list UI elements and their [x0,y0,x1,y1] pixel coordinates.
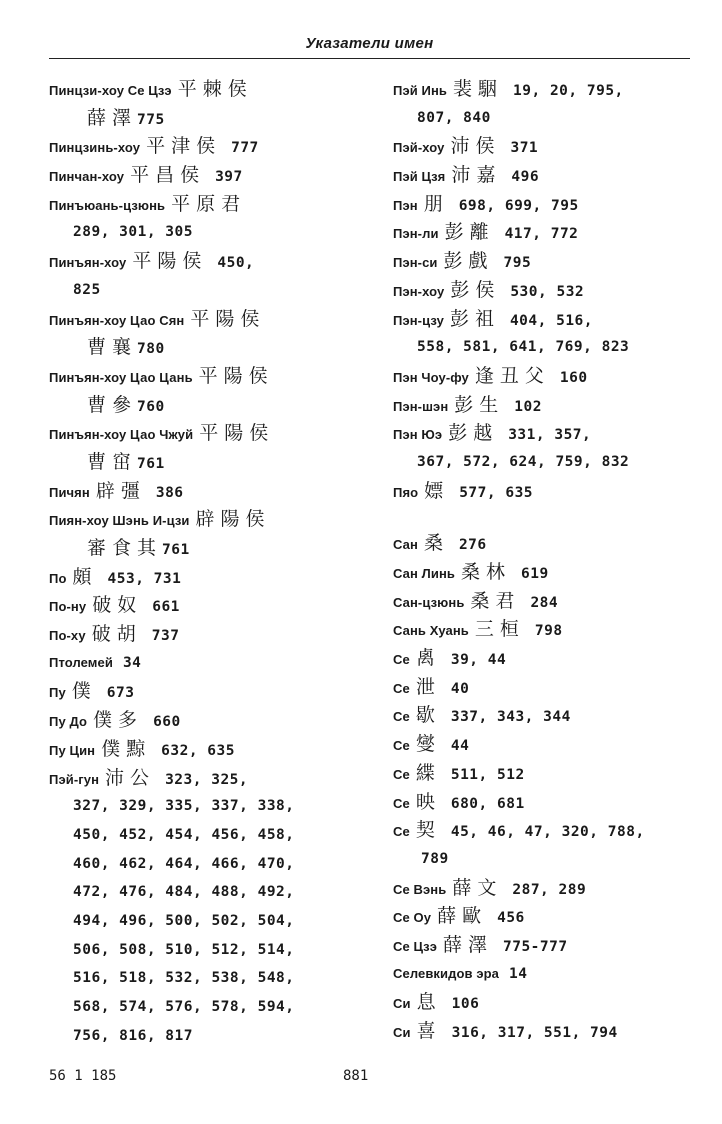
entry-name: Пэн-хоу [393,283,445,299]
entry-page-refs: 825 [73,281,101,298]
entry-name: Селевкидов эра [393,965,499,981]
entry-page-refs: 760 [137,398,165,415]
entry-line [393,391,703,420]
entry-continuation-line [49,448,339,477]
entry-hieroglyphs: 桑君 [470,589,521,612]
entry-page-refs: 386 [155,484,184,501]
entry-page-refs: 807, 840 [417,109,491,126]
section-gap [393,505,703,529]
entry-continuation-line [49,333,339,362]
index-entry [393,587,703,616]
entry-hieroglyphs: 破胡 [91,623,142,646]
entry-name: Пу Цин [49,742,96,758]
entry-page-refs: 284 [530,594,559,611]
entry-hieroglyphs: 薛歐 [437,905,488,928]
entry-hieroglyphs: 平原君 [171,192,247,215]
entry-line [393,1017,703,1046]
index-entry [393,276,703,305]
entry-line [49,305,339,334]
entry-continuation-line [49,218,339,247]
entry-name: Пэй-гун [49,771,100,787]
entry-hieroglyphs: 破奴 [92,594,143,617]
entry-page-refs: 327, 329, 335, 337, 338, [73,798,295,815]
entry-continuation-line [49,104,339,133]
entry-name: Пэн-си [393,255,438,271]
index-entry [393,247,703,276]
entry-hieroglyphs: 曹窋 [87,450,138,473]
index-entry [393,419,703,476]
entry-hieroglyphs: 薛澤 [87,106,138,129]
entry-hieroglyphs: 薛澤 [442,933,493,956]
index-entry [49,649,339,678]
entry-hieroglyphs: 平昌侯 [130,164,206,187]
entry-line [393,960,703,989]
entry-line [393,190,703,219]
entry-hieroglyphs: 映 [415,790,441,813]
entry-name: Се Оу [393,910,432,926]
entry-page-refs: 331, 357, [508,427,592,444]
entry-page-refs: 496 [511,169,540,186]
entry-page-refs: 417, 772 [504,226,579,243]
entry-name: Пэй Инь [393,83,448,98]
entry-hieroglyphs: 審食其 [87,537,163,559]
entry-page-refs: 14 [508,965,528,982]
index-entry [49,591,339,620]
index-entry [393,477,703,506]
entry-continuation-line [49,936,339,965]
entry-name: Пэн-ли [393,226,439,242]
index-entry [49,620,339,649]
entry-line [49,75,339,104]
entry-name: Се [393,738,410,754]
entry-name: Пинъян-хоу Цао Цань [49,369,193,385]
entry-hieroglyphs: 彭生 [454,393,505,416]
entry-page-refs: 450, 452, 454, 456, 458, [73,826,295,843]
entry-line [49,591,339,620]
index-entry [393,558,703,587]
entry-line [393,477,703,506]
entry-name: Пэн-цзу [393,312,444,328]
running-header [49,30,690,59]
entry-page-refs: 40 [450,680,470,697]
entry-page-refs: 404, 516, [509,312,594,329]
index-entry [49,419,339,476]
entry-line [393,644,703,673]
index-entry [393,218,703,247]
entry-name: Пичян [49,484,90,500]
entry-name: Пиян-хоу Шэнь И-цзи [49,513,190,529]
entry-name: Се [393,709,410,725]
entry-name: По [49,570,67,586]
entry-page-refs: 777 [231,140,259,157]
index-entry [393,730,703,759]
entry-line [393,362,703,391]
entry-page-refs: 316, 317, 551, 794 [451,1025,618,1041]
entry-page-refs: 106 [451,996,480,1013]
entry-line [49,649,339,678]
index-entry [393,132,703,161]
index-entry [393,644,703,673]
entry-hieroglyphs: 朋 [423,192,449,215]
entry-line [393,218,703,247]
entry-page-refs: 756, 816, 817 [73,1027,193,1044]
index-entry [393,931,703,960]
entry-page-refs: 453, 731 [107,570,182,587]
entry-page-refs: 775-777 [502,938,568,955]
entry-continuation-line [393,448,703,477]
entry-page-refs: 39, 44 [450,652,507,669]
entry-line [49,764,339,793]
entry-hieroglyphs: 頗 [72,565,98,588]
entry-continuation-line [49,276,339,305]
index-entry [49,477,339,506]
entry-line [49,505,339,534]
entry-continuation-line [49,534,339,563]
entry-hieroglyphs: 曹襄 [87,336,138,359]
entry-hieroglyphs: 辟彊 [95,479,146,502]
page-number: 881 [343,1068,369,1084]
entry-page-refs: 673 [106,685,135,702]
index-entry [49,764,339,1051]
index-entry [393,902,703,931]
entry-page-refs: 456 [497,910,525,927]
entry-page-refs: 795 [503,255,532,272]
entry-name: Пинъюань-цзюнь [49,197,166,213]
entry-line [393,874,703,903]
entry-line [49,677,339,706]
entry-name: По-ху [49,628,86,644]
index-entry [49,362,339,419]
entry-name: Пу [49,685,66,701]
header-title: Указатели имен [305,35,434,52]
entry-line [393,161,703,190]
entry-hieroglyphs: 彭離 [444,221,495,244]
entry-hieroglyphs: 沛嘉 [451,164,502,187]
entry-name: Сан Линь [393,566,455,581]
entry-page-refs: 798 [534,623,563,640]
entry-hieroglyphs: 緤 [415,761,441,784]
entry-hieroglyphs: 彭戲 [443,250,494,273]
entry-page-refs: 160 [559,369,588,386]
index-entry [49,305,339,362]
entry-line [49,190,339,219]
entry-line [393,558,703,587]
index-entry [393,1017,703,1046]
entry-page-refs: 737 [151,628,180,645]
entry-name: Се [393,680,410,696]
entry-hieroglyphs: 平陽侯 [199,422,275,445]
entry-hieroglyphs: 息 [416,991,442,1014]
entry-line [393,247,703,276]
entry-hieroglyphs: 平陽侯 [190,307,266,330]
entry-name: Се [393,824,410,840]
entry-continuation-line [393,333,703,362]
entry-page-refs: 568, 574, 576, 578, 594, [73,999,295,1015]
entry-page-refs: 511, 512 [450,766,525,783]
entry-page-refs: 761 [137,455,165,472]
entry-name: Пинъян-хоу [49,255,127,271]
entry-page-refs: 558, 581, 641, 769, 823 [417,339,630,356]
index-entry [393,362,703,391]
entry-continuation-line [49,850,339,879]
index-entry [393,960,703,989]
entry-continuation-line [393,845,703,874]
index-entry [393,75,703,132]
entry-name: Се [393,766,410,782]
entry-page-refs: 289, 301, 305 [73,224,193,241]
entry-name: Пинцзи-хоу Се Цзэ [49,83,172,98]
entry-line [49,620,339,649]
entry-name: Пэн-шэн [393,398,449,414]
entry-hieroglyphs: 平棘侯 [177,78,253,100]
index-entry [393,190,703,219]
entry-hieroglyphs: 薛文 [452,876,503,899]
index-entry [393,673,703,702]
entry-hieroglyphs: 桑 [423,532,449,555]
entry-hieroglyphs: 沛公 [105,766,156,789]
entry-line [393,759,703,788]
entry-name: Си [393,996,411,1012]
index-entry [393,161,703,190]
entry-name: Пэн Юэ [393,427,443,443]
entry-page-refs: 619 [521,566,549,582]
entry-line [49,362,339,391]
index-entry [49,677,339,706]
entry-hieroglyphs: 三桓 [474,618,525,641]
entry-name: Пэй Цзя [393,169,446,185]
entry-continuation-line [49,907,339,936]
entry-page-refs: 680, 681 [450,795,525,812]
entry-page-refs: 337, 343, 344 [450,709,571,726]
index-entry [49,563,339,592]
entry-page-refs: 789 [421,850,449,867]
entry-line [393,673,703,702]
entry-line [393,788,703,817]
entry-name: Пэн Чоу-фу [393,369,469,385]
entry-page-refs: 661 [152,599,180,616]
entry-hieroglyphs: 平津侯 [146,135,222,158]
entry-continuation-line [49,964,339,993]
index-entry [393,788,703,817]
index-entry [49,735,339,764]
entry-hieroglyphs: 燮 [415,733,441,756]
index-entry [393,305,703,362]
entry-line [393,615,703,644]
entry-page-refs: 780 [137,341,165,358]
entry-continuation-line [49,878,339,907]
entry-hieroglyphs: 禼 [415,647,441,670]
entry-hieroglyphs: 沛侯 [450,135,501,158]
entry-hieroglyphs: 桑林 [461,561,512,583]
index-entry [393,529,703,558]
entry-name: Се [393,652,410,668]
entry-line [49,563,339,592]
entry-page-refs: 19, 20, 795, [513,83,624,99]
entry-page-refs: 472, 476, 484, 488, 492, [73,884,295,901]
entry-continuation-line [49,821,339,850]
printer-signature: 56 1 185 [49,1068,117,1084]
entry-hieroglyphs: 契 [415,819,441,842]
index-entry [393,874,703,903]
entry-page-refs: 276 [458,537,487,554]
entry-hieroglyphs: 彭侯 [450,278,501,301]
entry-name: Сан [393,537,418,553]
entry-hieroglyphs: 嫖 [424,479,450,502]
entry-line [393,276,703,305]
entry-line [49,477,339,506]
index-entry [393,759,703,788]
entry-page-refs: 698, 699, 795 [458,197,579,214]
entry-hieroglyphs: 彭祖 [449,307,500,330]
entry-continuation-line [49,1022,339,1051]
entry-page-refs: 660 [153,714,181,731]
entry-continuation-line [49,391,339,420]
entry-hieroglyphs: 平陽侯 [198,364,274,387]
entry-name: Се Цзэ [393,938,437,954]
index-entry [49,75,339,132]
entry-page-refs: 530, 532 [510,283,585,300]
entry-line [393,529,703,558]
index-entry [49,132,339,161]
entry-page-refs: 397 [215,169,243,186]
entry-name: Сан-цзюнь [393,594,465,610]
entry-line [393,75,703,104]
entry-line [393,730,703,759]
entry-continuation-line [393,104,703,133]
left-column [49,75,339,1050]
entry-line [393,132,703,161]
index-entry [393,615,703,644]
entry-page-refs: 45, 46, 47, 320, 788, [450,824,645,841]
entry-hieroglyphs: 泄 [415,675,441,698]
entry-page-refs: 577, 635 [459,484,534,501]
index-entry [393,816,703,873]
entry-name: Си [393,1025,411,1040]
entry-hieroglyphs: 僕黥 [101,737,152,760]
entry-continuation-line [49,993,339,1022]
entry-page-refs: 460, 462, 464, 466, 470, [73,855,295,872]
entry-name: Птолемей [49,654,113,670]
entry-name: Сань Хуань [393,623,469,639]
entry-hieroglyphs: 逢丑父 [474,364,550,387]
entry-page-refs: 102 [514,398,542,415]
entry-line [49,161,339,190]
entry-line [49,132,339,161]
entry-name: Пинъян-хоу Цао Сян [49,312,185,328]
entry-line [393,305,703,334]
index-entry [49,247,339,304]
entry-page-refs: 44 [450,738,470,755]
entry-name: Пяо [393,484,419,500]
entry-line [393,902,703,931]
entry-page-refs: 516, 518, 532, 538, 548, [73,970,295,987]
entry-name: Пу До [49,714,88,730]
index-entry [393,391,703,420]
entry-line [49,419,339,448]
entry-hieroglyphs: 僕 [71,680,97,703]
entry-line [49,247,339,276]
entry-line [393,701,703,730]
entry-line [393,816,703,845]
entry-name: Пэй-хоу [393,140,445,156]
entry-page-refs: 775 [137,111,165,128]
entry-page-refs: 34 [122,654,142,671]
entry-hieroglyphs: 辟陽侯 [195,508,271,531]
entry-line [49,735,339,764]
index-entry [49,505,339,562]
entry-hieroglyphs: 平陽侯 [132,250,208,273]
entry-page-refs: 632, 635 [161,742,235,759]
entry-page-refs: 494, 496, 500, 502, 504, [73,912,295,929]
entry-hieroglyphs: 曹參 [87,393,138,416]
entry-page-refs: 367, 572, 624, 759, 832 [417,453,630,470]
index-entry [49,161,339,190]
entry-hieroglyphs: 彭越 [448,422,499,445]
index-entry [393,701,703,730]
entry-hieroglyphs: 歇 [415,704,441,727]
entry-name: Се Вэнь [393,881,447,897]
entry-page-refs: 371 [510,140,539,157]
entry-continuation-line [49,792,339,821]
right-column [393,75,703,1046]
entry-hieroglyphs: 僕多 [93,709,144,732]
entry-page-refs: 323, 325, [165,771,249,788]
entry-line [393,587,703,616]
entry-hieroglyphs: 裴駰 [453,78,504,100]
entry-page-refs: 761 [162,542,190,558]
entry-name: По-ну [49,599,87,615]
entry-page-refs: 506, 508, 510, 512, 514, [73,941,295,958]
entry-name: Пинъян-хоу Цао Чжуй [49,427,194,443]
entry-line [49,706,339,735]
entry-line [393,988,703,1017]
entry-name: Пинцзинь-хоу [49,140,141,156]
entry-page-refs: 450, [217,255,255,272]
index-entry [49,190,339,247]
entry-hieroglyphs: 喜 [416,1020,442,1042]
entry-name: Пэн [393,197,418,213]
entry-line [393,931,703,960]
entry-page-refs: 287, 289 [512,881,587,898]
entry-line [393,419,703,448]
entry-name: Пинчан-хоу [49,169,125,185]
entry-name: Се [393,795,410,811]
index-entry [393,988,703,1017]
index-entry [49,706,339,735]
